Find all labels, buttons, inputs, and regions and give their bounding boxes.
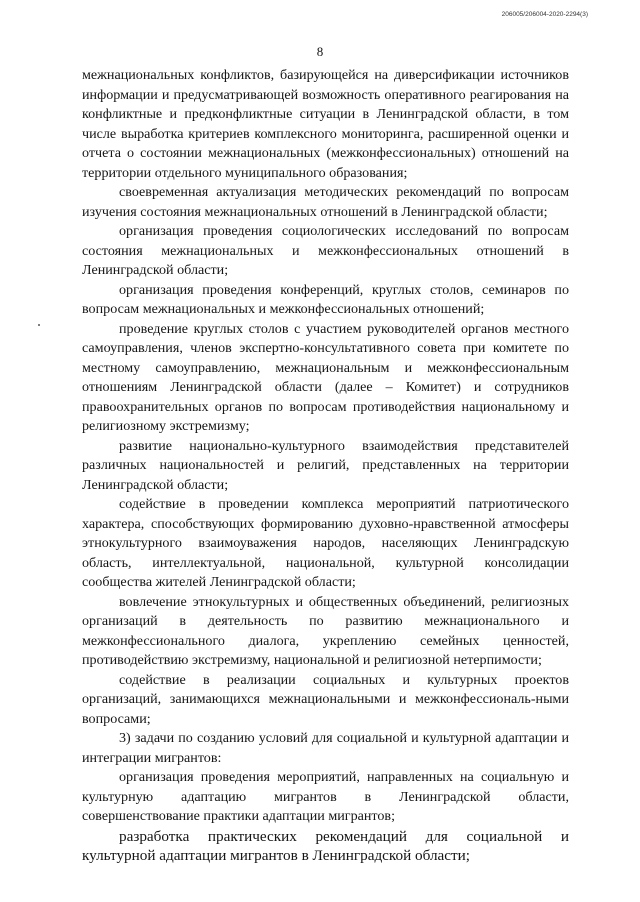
paragraph: организация проведения социологических исследований по вопросам состояния межнациональных и межконфессиональных отношений в Ленинградской области; <box>82 223 569 278</box>
body-text <box>82 66 569 865</box>
page-number: 8 <box>316 44 324 59</box>
paragraph: организация проведения мероприятий, направленных на социальную и культурную адаптацию мигрантов в Ленинградской области, совершенствование практики адаптации мигрантов; <box>82 769 569 824</box>
paragraph-continuation: межнациональных конфликтов, базирующейся на диверсификации источников информации и предусматривающей возможность оперативного реагирования на конфликтные и предконфликтные ситуации в Ленинградской области, в том числе выработка критериев комплексного мониторинга, расширенной оценки и отчета о состоянии межнациональных (межконфессиональных) отношений на территории отдельного муниципального образования; <box>82 67 569 181</box>
section-heading-3: 3) задачи по созданию условий для социальной и культурной адаптации и интеграции мигрантов: <box>82 730 569 766</box>
scan-speck <box>38 324 40 326</box>
paragraph: содействие в проведении комплекса мероприятий патриотического характера, способствующих формированию духовно-нравственной атмосферы этнокультурного взаимоуважения народов, населяющих Ленинградскую область, интеллектуальной, национальной, культурной консолидации сообщества жителей Ленинградской области; <box>82 496 569 590</box>
paragraph: разработка практических рекомендаций для социальной и культурной адаптации мигрантов в Ленинградской области; <box>82 827 569 864</box>
paragraph: вовлечение этнокультурных и общественных объединений, религиозных организаций в деятельность по развитию межнационального и межконфессионального диалога, укреплению семейных ценностей, противодействию экстремизму, национальной и религиозной нетерпимости; <box>82 593 569 668</box>
paragraph: содействие в реализации социальных и культурных проектов организаций, занимающихся межнациональными и межконфессиональ-ными вопросами; <box>82 671 569 727</box>
paragraph: развитие национально-культурного взаимодействия представителей различных национальностей и религий, представленных на территории Ленинградской области; <box>82 437 569 493</box>
paragraph: организация проведения конференций, круглых столов, семинаров по вопросам межнациональных и межконфессиональных отношений; <box>82 281 569 317</box>
paragraph: своевременная актуализация методических рекомендаций по вопросам изучения состояния межнациональных отношений в Ленинградской области; <box>82 184 569 220</box>
paragraph: проведение круглых столов с участием руководителей органов местного самоуправления, членов экспертно-консультативного совета при комитете по местному самоуправлению, межнациональным и межконфессиональным отношениям Ленинградской области (далее – Комитет) и сотрудников правоохранительных органов по вопросам противодействия национальному и религиозному экстремизму; <box>82 320 569 434</box>
document-id: 206005/206004-2020-2294(3) <box>501 11 588 18</box>
